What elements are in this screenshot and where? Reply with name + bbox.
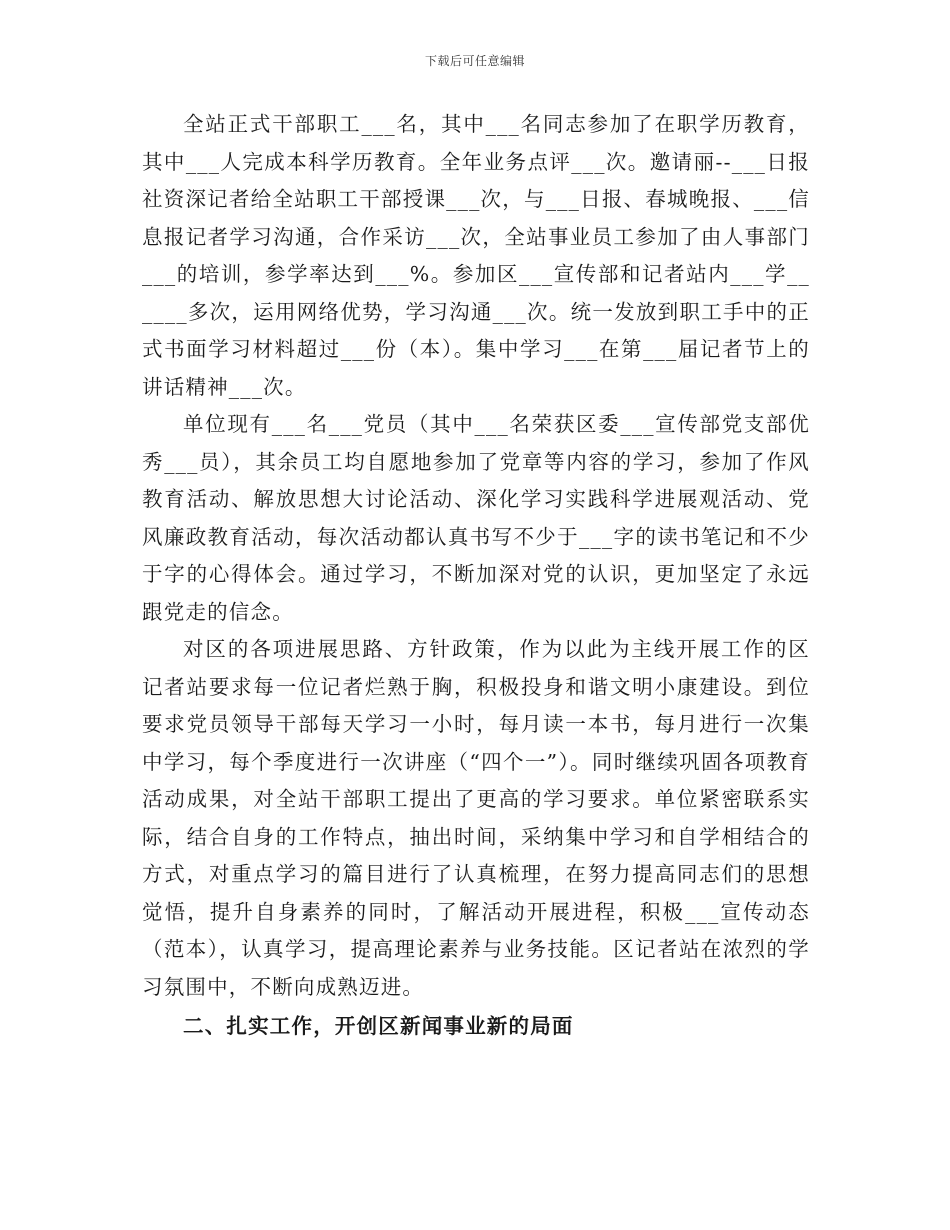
document-body <box>142 106 810 1046</box>
paragraph-study-requirements: 对区的各项进展思路、方针政策，作为以此为主线开展工作的区记者站要求每一位记者烂熟于胸，积极投身和谐文明小康建设。到位要求党员领导干部每天学习一小时，每月读一本书，每月进行一次集中学习，每个季度进行一次讲座（“四个一”）。同时继续巩固各项教育活动成果，对全站干部职工提出了更高的学习要求。单位紧密联系实际，结合自身的工作特点，抽出时间，采纳集中学习和自学相结合的方式，对重点学习的篇目进行了认真梳理，在努力提高同志们的思想觉悟，提升自身素养的同时，了解活动开展进程，积极___宣传动态（范本），认真学习，提高理论素养与业务技能。区记者站在浓烈的学习氛围中，不断向成熟迈进。 <box>142 637 810 999</box>
page-header: 下载后可任意编辑 <box>424 54 525 68</box>
paragraph-staff-education: 全站正式干部职工___名，其中___名同志参加了在职学历教育，其中___人完成本科学历教育。全年业务点评___次。邀请丽--___日报社资深记者给全站职工干部授课___次，与___日报、春城晚报、___信息报记者学习沟通，合作采访___次，全站事业员工参加了由人事部门___的培训，参学率达到___%。参加区___宣传部和记者站内___学______多次，运用网络优势，学习沟通___次。统一发放到职工手中的正式书面学习材料超过___份（本）。集中学习___在第___届记者节上的讲话精神___次。 <box>142 112 810 399</box>
section-heading: 二、扎实工作，开创区新闻事业新的局面 <box>183 1014 574 1038</box>
paragraph-party-members: 单位现有___名___党员（其中___名荣获区委___宣传部党支部优秀___员），其余员工均自愿地参加了党章等内容的学习，参加了作风教育活动、解放思想大讨论活动、深化学习实践科学进展观活动、党风廉政教育活动，每次活动都认真书写不少于___字的读书笔记和不少于字的心得体会。通过学习，不断加深对党的认识，更加坚定了永远跟党走的信念。 <box>142 412 810 624</box>
